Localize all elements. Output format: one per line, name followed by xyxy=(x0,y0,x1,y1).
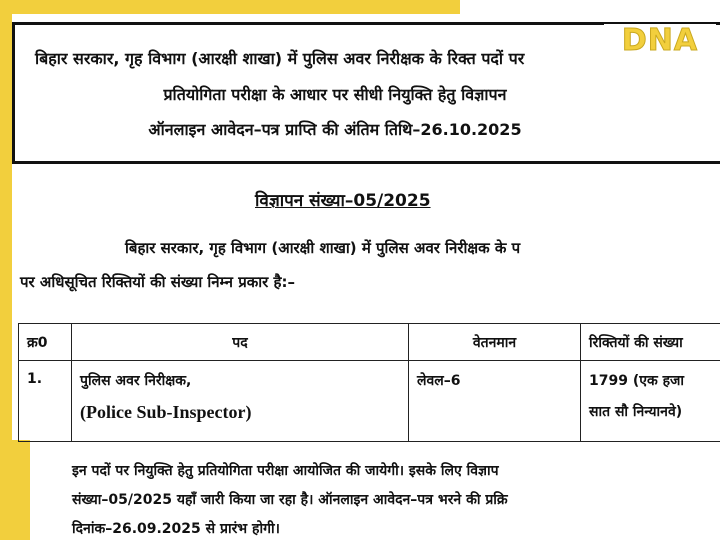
intro-line-2: पर अधिसूचित रिक्तियों की संख्या निम्न प्रकार है:– xyxy=(20,273,295,291)
pay-level: लेवल–6 xyxy=(417,373,461,389)
footer-line-2: संख्या–05/2025 यहाँ जारी किया जा रहा है। ऑनलाइन आवेदन–पत्र भरने की प्रक्रि xyxy=(72,492,508,508)
vacancy-count: 1799 (एक हजा xyxy=(589,373,685,389)
vacancy-count-words: सात सौ निन्यानवे) xyxy=(589,404,683,420)
vacancy-table xyxy=(18,323,720,442)
header-serial: क्र0 xyxy=(19,324,72,361)
advertisement-number-title: विज्ञापन संख्या–05/2025 xyxy=(255,191,431,211)
dna-logo xyxy=(604,24,716,58)
yellow-frame-bottom xyxy=(0,440,30,540)
yellow-frame-top xyxy=(0,0,460,14)
footer-line-1: इन पदों पर नियुक्ति हेतु प्रतियोगिता परीक्षा आयोजित की जायेगी। इसके लिए विज्ञाप xyxy=(72,463,499,479)
footer-line-3: दिनांक–26.09.2025 से प्रारंभ होगी। xyxy=(72,521,280,537)
serial-number: 1. xyxy=(27,371,43,387)
header-line-1: बिहार सरकार, गृह विभाग (आरक्षी शाखा) में पुलिस अवर निरीक्षक के रिक्त पदों पर xyxy=(35,49,525,68)
header-line-2: प्रतियोगिता परीक्षा के आधार पर सीधी नियुक्ति हेतु विज्ञापन xyxy=(163,85,507,104)
cell-serial xyxy=(19,361,72,442)
dna-logo-text: DNA xyxy=(621,23,699,58)
post-name-english: (Police Sub-Inspector) xyxy=(80,402,252,422)
header-vacancies: रिक्तियों की संख्या xyxy=(581,324,720,361)
table-row xyxy=(19,361,720,442)
header-pay-scale: वेतनमान xyxy=(409,324,581,361)
cell-pay-level xyxy=(409,361,581,442)
cell-vacancies xyxy=(581,361,720,442)
intro-line-1: बिहार सरकार, गृह विभाग (आरक्षी शाखा) में पुलिस अवर निरीक्षक के प xyxy=(125,239,521,257)
header-post: पद xyxy=(72,324,409,361)
cell-post xyxy=(72,361,409,442)
table-header-row xyxy=(19,324,720,361)
post-name-hindi: पुलिस अवर निरीक्षक, xyxy=(80,373,192,389)
header-line-3: ऑनलाइन आवेदन–पत्र प्राप्ति की अंतिम तिथि–26.10.2025 xyxy=(148,120,522,139)
